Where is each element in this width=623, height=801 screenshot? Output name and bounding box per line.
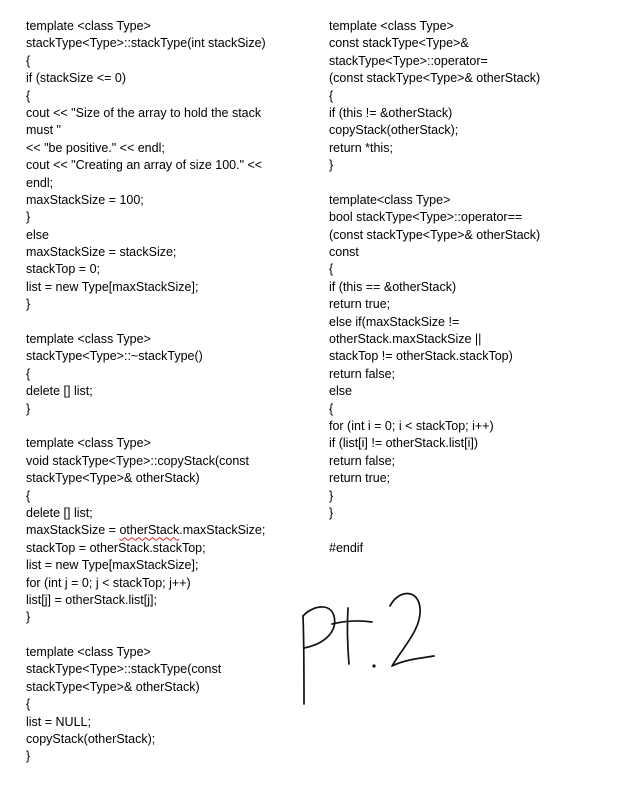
code-line: copyStack(otherStack); [329, 123, 459, 138]
handwritten-dot [372, 664, 375, 667]
code-line: stackType<Type>::operator= [329, 53, 488, 68]
code-line: #endif [329, 540, 364, 555]
code-line: template<class Type> [329, 192, 451, 207]
code-line: return false; [329, 366, 396, 381]
code-line: { [26, 53, 31, 68]
code-line: template <class Type> [26, 332, 151, 347]
code-line: cout << "Size of the array to hold the stack [26, 105, 262, 120]
code-line [26, 522, 306, 539]
code-line: list = new Type[maxStackSize]; [26, 279, 199, 294]
code-line: { [26, 488, 31, 503]
code-segment: maxStackSize = [26, 523, 120, 538]
code-line: list = new Type[maxStackSize]; [26, 558, 199, 573]
code-line: if (stackSize <= 0) [26, 71, 127, 86]
code-line: stackTop = 0; [26, 262, 100, 277]
code-line: delete [] list; [26, 384, 93, 399]
code-line: template <class Type> [26, 645, 151, 660]
code-line: else [26, 227, 49, 242]
code-line: stackType<Type>::stackType(const [26, 662, 222, 677]
code-line: (const stackType<Type>& otherStack) [329, 227, 541, 242]
code-line [26, 314, 306, 331]
handwritten-t-crossbar [332, 621, 372, 624]
code-line: must " [26, 123, 61, 138]
code-line: bool stackType<Type>::operator== [329, 210, 523, 225]
handwritten-pt2-annotation [294, 586, 440, 708]
code-line: } [329, 488, 334, 503]
code-line: { [26, 88, 31, 103]
code-line: stackType<Type>::~stackType() [26, 349, 203, 364]
code-line [329, 522, 589, 539]
code-line: delete [] list; [26, 505, 93, 520]
code-line: { [26, 697, 31, 712]
code-line: template <class Type> [26, 19, 151, 33]
code-line: (const stackType<Type>& otherStack) [329, 71, 541, 86]
code-line: if (this == &otherStack) [329, 279, 457, 294]
code-line: return true; [329, 471, 391, 486]
code-line: stackTop != otherStack.stackTop) [329, 349, 513, 364]
code-line: } [329, 158, 334, 173]
code-line: } [26, 210, 31, 225]
code-line: return *this; [329, 140, 393, 155]
code-line: maxStackSize = 100; [26, 192, 144, 207]
handwritten-p-bowl [303, 607, 335, 648]
code-line: if (this != &otherStack) [329, 105, 453, 120]
code-line: stackType<Type>::stackType(int stackSize) [26, 36, 266, 51]
code-line: { [329, 401, 334, 416]
code-line: otherStack.maxStackSize || [329, 332, 482, 347]
code-line: const [329, 245, 359, 260]
code-line: copyStack(otherStack); [26, 732, 156, 747]
code-line: template <class Type> [329, 19, 454, 33]
code-line: } [329, 505, 334, 520]
code-line: for (int i = 0; i < stackTop; i++) [329, 418, 494, 433]
code-line [26, 627, 306, 644]
code-line: stackType<Type>& otherStack) [26, 679, 200, 694]
code-line: void stackType<Type>::copyStack(const [26, 453, 250, 468]
code-line: cout << "Creating an array of size 100." << [26, 158, 263, 173]
handwritten-t-stem [347, 608, 349, 664]
code-line: { [329, 88, 334, 103]
code-line: const stackType<Type>& [329, 36, 469, 51]
right-code-column [329, 18, 589, 557]
code-line: maxStackSize = stackSize; [26, 245, 177, 260]
code-line: { [329, 262, 334, 277]
code-line: stackType<Type>& otherStack) [26, 471, 200, 486]
code-line: else if(maxStackSize != [329, 314, 460, 329]
spellcheck-flagged-word: otherStack [119, 523, 180, 538]
handwritten-p-stem [303, 616, 304, 704]
code-line: for (int j = 0; j < stackTop; j++) [26, 575, 191, 590]
code-line: stackTop = otherStack.stackTop; [26, 540, 206, 555]
code-line: if (list[i] != otherStack.list[i]) [329, 436, 478, 451]
code-line: else [329, 384, 352, 399]
left-code-column [26, 18, 306, 766]
code-line: } [26, 610, 31, 625]
code-line: } [26, 401, 31, 416]
code-line: } [26, 297, 31, 312]
code-segment: .maxStackSize; [179, 523, 266, 538]
code-line: endl; [26, 175, 54, 190]
code-line [329, 175, 589, 192]
code-line: } [26, 749, 31, 764]
handwritten-digit-2 [390, 594, 434, 667]
code-line: << "be positive." << endl; [26, 140, 165, 155]
code-line: list = NULL; [26, 714, 91, 729]
code-line [26, 418, 306, 435]
code-line: return false; [329, 453, 396, 468]
code-line: template <class Type> [26, 436, 151, 451]
code-line: return true; [329, 297, 391, 312]
code-line: { [26, 366, 31, 381]
code-line: list[j] = otherStack.list[j]; [26, 592, 157, 607]
